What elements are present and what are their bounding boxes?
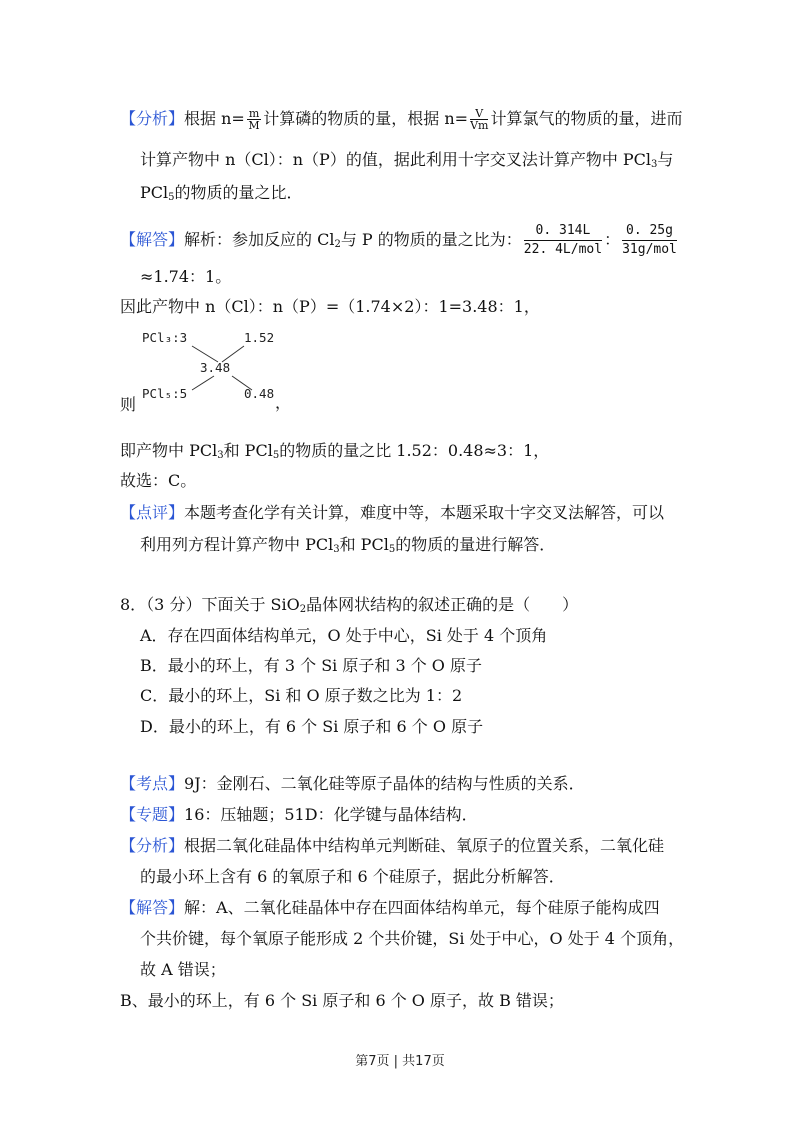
value-0-48: 0.48	[244, 386, 275, 401]
analysis8-tag: 【分析】	[120, 836, 185, 855]
analysis-line-3: PCl$_5$的物质的量之比．	[140, 183, 303, 203]
solution8-line-3: 故 A 错误；	[140, 960, 226, 979]
zhuanti-tag: 【专题】	[120, 805, 185, 824]
comment-tag: 【点评】	[120, 503, 185, 522]
analysis-line-2: 计算产物中 n（Cl）：n（P）的值，据此利用十字交叉法计算产物中 PCl$_3$与	[140, 150, 674, 170]
solution-line-2: ≈1.74：1。	[140, 267, 232, 286]
solution-line-4: 即产物中 PCl$_3$和 PCl$_5$的物质的量之比 1.52：0.48≈3：1，	[120, 441, 550, 461]
analysis-line-1: 【分析】根据 n= $\frac{m}{M}$ 计算磷的物质的量，根据 n= $\frac{V}{Vm}$ 计算氯气的物质的量，进而	[120, 107, 683, 132]
kaodian-line: 【考点】9J：金刚石、二氧化硅等原子晶体的结构与性质的关系．	[120, 774, 585, 793]
analysis-tag: 【分析】	[120, 109, 185, 128]
solution-line-1: 【解答】解析：参加反应的 $Cl_2$与 P 的物质的量之比为： $\frac{0. 314L}{\text{22. 4L/mol}}$ ： $\frac{0. 25g}{\text{31g/mol}}$	[120, 223, 677, 257]
solution-tag: 【解答】	[120, 230, 185, 249]
diagram-comma: ，	[275, 393, 292, 412]
center-value: 3.48	[200, 360, 231, 375]
solution8-line-1: 【解答】解：A、二氧化硅晶体中存在四面体结构单元，每个硅原子能构成四	[120, 898, 660, 917]
cross-method-diagram	[140, 328, 290, 408]
solution8-line-4: B、最小的环上，有 6 个 Si 原子和 6 个 O 原子，故 B 错误；	[120, 991, 564, 1010]
option-b: B．最小的环上，有 3 个 Si 原子和 3 个 O 原子	[140, 656, 483, 675]
ze-label: 则	[120, 395, 137, 414]
option-a: A．存在四面体结构单元，O 处于中心，Si 处于 4 个顶角	[140, 626, 548, 645]
fraction-p-moles: $\frac{0. 25g}{\text{31g/mol}}$	[622, 223, 677, 257]
option-c: C．最小的环上，Si 和 O 原子数之比为 1：2	[140, 686, 463, 705]
comment-line-2: 利用列方程计算产物中 PCl$_3$和 PCl$_5$的物质的量进行解答．	[140, 535, 556, 555]
kaodian-tag: 【考点】	[120, 774, 185, 793]
solution8-line-2: 个共价键，每个氧原子能形成 2 个共价键，Si 处于中心，O 处于 4 个顶角，	[140, 929, 685, 948]
page-footer: 第7页 | 共17页	[355, 1054, 445, 1069]
analysis8-line-2: 的最小环上含有 6 的氧原子和 6 个硅原子，据此分析解答．	[140, 867, 565, 886]
pcl3-label: PCl₃:3	[142, 330, 188, 345]
analysis8-line-1: 【分析】根据二氧化硅晶体中结构单元判断硅、氧原子的位置关系，二氧化硅	[120, 836, 665, 855]
comment-line-1: 【点评】本题考查化学有关计算，难度中等，本题采取十字交叉法解答，可以	[120, 503, 665, 522]
fraction-m-over-M: $\frac{m}{M}$	[248, 107, 260, 132]
question-8-stem: 8．（3 分）下面关于 SiO$_2$晶体网状结构的叙述正确的是（ ）	[120, 595, 579, 615]
solution-line-5: 故选：C。	[120, 471, 197, 490]
fraction-cl2-moles: $\frac{0. 314L}{\text{22. 4L/mol}}$	[523, 223, 603, 257]
solution-line-3: 因此产物中 n（Cl）：n（P）=（1.74×2）：1=3.48：1，	[120, 297, 540, 316]
option-d: D．最小的环上，有 6 个 Si 原子和 6 个 O 原子	[140, 717, 484, 736]
pcl5-label: PCl₅:5	[142, 386, 188, 401]
solution8-tag: 【解答】	[120, 898, 185, 917]
zhuanti-line: 【专题】16：压轴题；51D：化学键与晶体结构．	[120, 805, 478, 824]
value-1-52: 1.52	[244, 330, 275, 345]
fraction-V-over-Vm: $\frac{V}{Vm}$	[470, 107, 489, 132]
